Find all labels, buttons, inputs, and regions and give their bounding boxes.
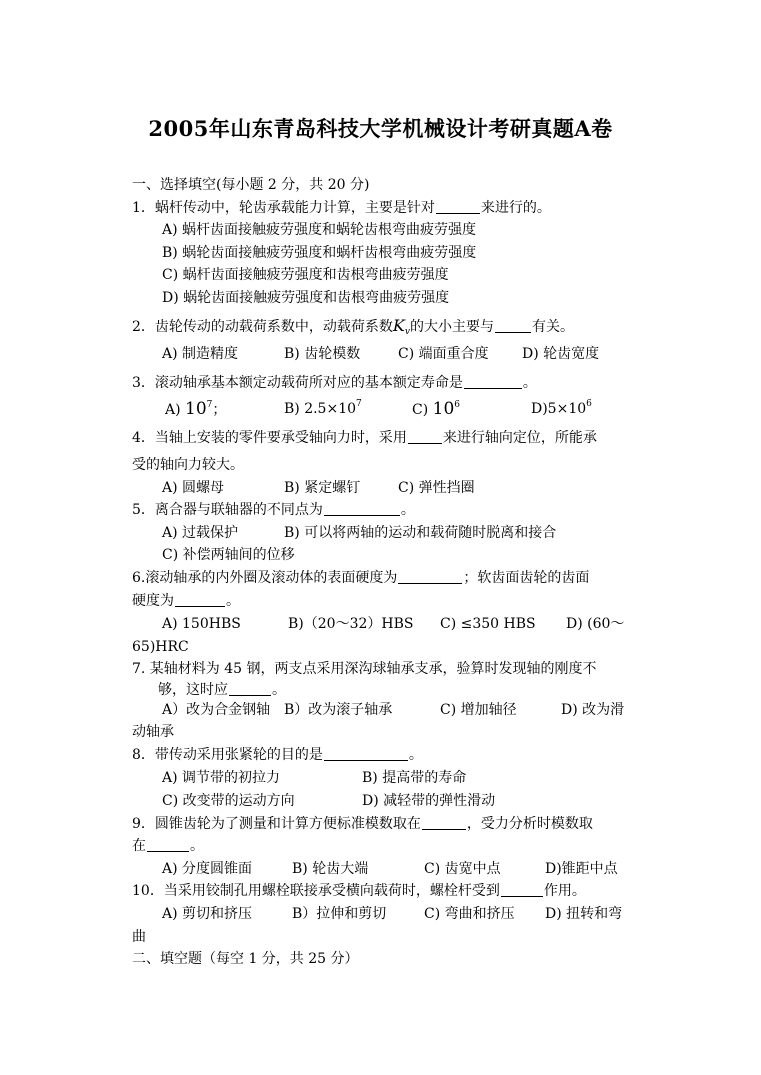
question-9-text-tail: 。 [190,838,204,854]
question-6-stem-cont [132,591,240,611]
question-1-text: 1．蜗杆传动中，轮齿承载能力计算，主要是针对 [132,200,435,216]
question-9-option-c: C) 齿宽中点 [424,861,501,877]
question-8-option-d: D) 减轻带的弹性滑动 [362,793,496,809]
question-3-option-b [284,399,362,419]
answer-blank [229,681,271,696]
section-1-heading: 一、选择填空(每小题 2 分，共 20 分) [132,177,370,193]
question-6-option-b: B)（20～32）HBS [288,616,414,632]
question-4-option-b: B) 紧定螺钉 [284,480,361,496]
question-4-text: 4．当轴上安装的零件要承受轴向力时，采用 [132,430,407,446]
question-1-stem [132,198,551,218]
question-5-stem [132,500,415,520]
question-7-option-b: B）改为滚子轴承 [284,702,393,718]
question-2-option-d: D) 轮齿宽度 [522,346,600,362]
question-10-option-b: B）拉伸和剪切 [292,906,387,922]
question-7-option-a: A）改为合金钢轴 [162,702,271,718]
question-2-text: 2．齿轮传动的动载荷系数中，动载荷系数 [132,319,393,335]
question-9-stem [132,814,593,834]
question-9-stem-cont [132,836,204,856]
question-5-text-tail: 。 [400,502,415,518]
question-2-text-mid: 的大小主要与 [409,319,494,335]
question-6-option-c: C) ≤350 HBS [440,616,536,632]
question-6-text-tail: 。 [226,593,240,609]
question-9-option-a: A) 分度圆锥面 [162,861,253,877]
answer-blank [436,199,480,214]
question-6-text-2: 硬度为 [132,593,174,609]
question-3-stem [132,373,537,393]
section-2-heading: 二、填空题（每空 1 分，共 25 分） [132,951,359,967]
answer-blank [495,318,531,333]
option-label: A) [165,402,181,418]
question-5-text: 5．离合器与联轴器的不同点为 [132,502,323,518]
question-9-text-2: 在 [132,838,146,854]
question-6-option-d-cont: 65)HRC [132,639,189,655]
answer-blank [501,882,543,897]
answer-blank [324,501,400,516]
question-3-option-a [165,399,226,420]
question-10-stem [132,881,586,901]
question-1-text-tail: 来进行的。 [480,200,551,216]
question-8-option-b: B) 提高带的寿命 [362,770,467,786]
question-2-option-a: A) 制造精度 [162,346,239,362]
answer-blank [408,429,442,444]
answer-blank [175,592,225,607]
question-4-stem-cont: 受的轴向力较大。 [132,457,244,473]
question-4-stem [132,428,597,448]
power-exponent: 6 [454,400,461,410]
option-text: B) 2.5×10 [284,401,357,417]
question-2-option-c: C) 端面重合度 [398,346,489,362]
question-7-option-c: C) 增加轴径 [440,702,517,718]
option-text: D)5×10 [531,401,587,417]
question-10-option-c: C) 弯曲和挤压 [424,906,515,922]
answer-blank [464,374,522,389]
question-10-text-tail: 作用。 [543,883,586,899]
option-tail: ； [212,402,227,418]
question-3-option-c [412,399,460,420]
question-7-text: 够，这时应 [158,682,228,698]
question-10-text: 10．当采用铰制孔用螺栓联接承受横向载荷时，螺栓杆受到 [132,883,500,899]
question-2-option-b: B) 齿轮模数 [284,346,361,362]
question-8-text: 8．带传动采用张紧轮的目的是 [132,747,323,763]
question-10-option-d-cont: 曲 [132,929,146,945]
question-9-option-b: B) 轮齿大端 [292,861,369,877]
question-10-option-a: A) 剪切和挤压 [162,906,253,922]
question-3-option-d [531,399,592,419]
question-6-stem [132,568,589,588]
question-4-option-c: C) 弹性挡圈 [398,480,475,496]
question-8-option-a: A) 调节带的初拉力 [162,770,281,786]
question-6-text: 6.滚动轴承的内外圈及滚动体的表面硬度为 [132,570,398,586]
question-6-text-mid: ；软齿面齿轮的齿面 [463,570,590,586]
question-9-text-mid: ，受力分析时模数取 [466,816,593,832]
question-10-option-d: D) 扭转和弯 [545,906,623,922]
question-5-option-b: B) 可以将两轴的运动和载荷随时脱离和接合 [284,525,557,541]
question-7-stem-cont [158,680,286,700]
page-title: 2005年山东青岛科技大学机械设计考研真题A卷 [148,116,613,141]
power-exponent: 7 [206,400,213,410]
question-4-text-tail: 来进行轴向定位，所能承 [442,430,597,446]
question-7-option-d-cont: 动轴承 [132,724,174,740]
answer-blank [398,569,462,584]
load-coefficient-symbol: K [392,316,405,335]
question-6-option-d: D) (60～ [566,616,625,632]
power-exponent: 6 [586,399,592,409]
question-8-text-tail: 。 [408,747,423,763]
answer-blank [324,746,408,761]
question-3-text: 3．滚动轴承基本额定动载荷所对应的基本额定寿命是 [132,375,463,391]
power-base: 10 [185,399,207,419]
question-1-option-b: B) 蜗轮齿面接触疲劳强度和蜗杆齿根弯曲疲劳强度 [162,245,477,261]
power-exponent: 7 [356,399,362,409]
question-1-option-d: D) 蜗轮齿面接触疲劳强度和齿根弯曲疲劳强度 [162,290,450,306]
question-1-option-c: C) 蜗杆齿面接触疲劳强度和齿根弯曲疲劳强度 [162,267,449,283]
power-base: 10 [432,399,455,419]
question-8-stem [132,745,423,765]
question-3-text-tail: 。 [522,375,537,391]
question-5-option-c: C) 补偿两轴间的位移 [162,547,295,563]
answer-blank [422,815,466,830]
answer-blank [147,837,189,852]
question-8-option-c: C) 改变带的运动方向 [162,793,295,809]
load-coefficient-subscript: v [404,327,410,337]
question-7-option-d: D) 改为滑 [561,702,625,718]
question-9-option-d: D)锥距中点 [545,861,618,877]
question-1-option-a: A) 蜗杆齿面接触疲劳强度和蜗轮齿根弯曲疲劳强度 [162,222,477,238]
question-7-stem: 7. 某轴材料为 45 钢，两支点采用深沟球轴承支承，验算时发现轴的刚度不 [132,661,597,677]
option-label: C) [412,402,429,418]
question-2-text-tail: 有关。 [531,319,574,335]
question-7-text-tail: 。 [272,682,286,698]
question-9-text: 9．圆锥齿轮为了测量和计算方便标准模数取在 [132,816,421,832]
question-6-option-a: A) 150HBS [162,616,241,632]
question-2-stem [132,316,574,337]
question-4-option-a: A) 圆螺母 [162,480,225,496]
question-5-option-a: A) 过载保护 [162,525,239,541]
